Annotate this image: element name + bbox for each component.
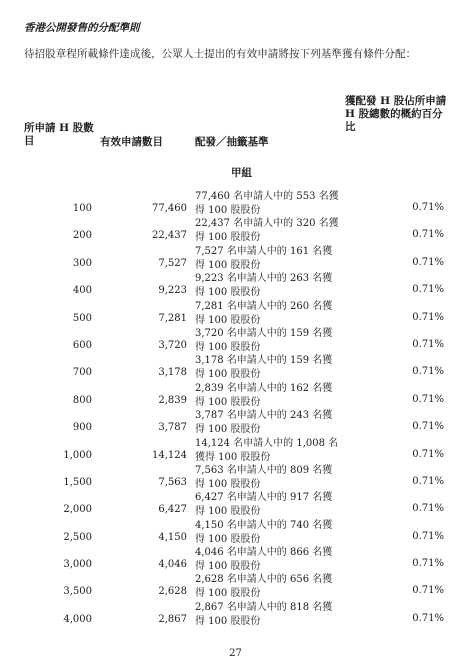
allocation-basis-line-1: 4,150 名申請人中的 740 名獲 <box>195 519 333 531</box>
allocation-basis-line-1: 3,178 名申請人中的 159 名獲 <box>195 355 333 367</box>
allocation-basis-line-2: 得 100 股股份 <box>195 369 261 381</box>
allocation-basis-line-2: 得 100 股股份 <box>195 506 261 518</box>
cell-shares-applied: 400 <box>72 285 92 297</box>
cell-shares-applied: 2,500 <box>63 531 92 543</box>
table-row <box>0 431 471 463</box>
cell-shares-applied: 3,000 <box>63 559 92 571</box>
table-row <box>0 294 471 326</box>
cell-approx-percentage: 0.71% <box>412 421 444 433</box>
table-row <box>0 266 471 299</box>
cell-approx-percentage: 0.71% <box>412 338 444 350</box>
group-label: 甲組 <box>231 167 252 179</box>
cell-valid-applications: 3,178 <box>158 367 187 379</box>
cell-approx-percentage: 0.71% <box>412 202 444 213</box>
table-row <box>0 211 471 244</box>
cell-valid-applications: 77,460 <box>152 203 187 214</box>
cell-approx-percentage: 0.71% <box>412 448 444 460</box>
cell-valid-applications: 7,527 <box>158 257 187 269</box>
cell-shares-applied: 200 <box>72 230 92 242</box>
allocation-basis-line-2: 得 100 股股份 <box>195 615 261 627</box>
cell-valid-applications: 2,867 <box>158 613 187 625</box>
table-row <box>0 540 471 573</box>
cell-shares-applied: 1,000 <box>63 449 92 461</box>
allocation-basis-line-2: 得 100 股股份 <box>195 259 261 271</box>
cell-approx-percentage: 0.71% <box>412 503 444 515</box>
allocation-basis-line-1: 6,427 名申請人中的 917 名獲 <box>195 492 333 504</box>
table-row <box>0 348 471 381</box>
cell-allocation-basis <box>195 601 335 629</box>
cell-approx-percentage: 0.71% <box>412 311 444 323</box>
allocation-basis-line-1: 2,839 名申請人中的 162 名獲 <box>195 382 333 394</box>
allocation-basis-line-2: 得 100 股股份 <box>195 424 261 436</box>
page-number: 27 <box>229 648 242 659</box>
table-row <box>0 513 471 545</box>
cell-approx-percentage: 0.71% <box>412 558 444 570</box>
allocation-basis-line-1: 22,437 名申請人中的 320 名獲 <box>195 218 339 230</box>
cell-shares-applied: 100 <box>72 203 92 214</box>
allocation-basis-line-2: 得 100 股股份 <box>195 287 261 299</box>
cell-valid-applications: 4,150 <box>158 531 187 543</box>
table-row <box>0 239 471 271</box>
cell-valid-applications: 9,223 <box>158 285 187 297</box>
allocation-basis-line-2: 得 100 股股份 <box>195 396 261 408</box>
allocation-basis-line-2: 得 100 股股份 <box>195 341 261 353</box>
cell-valid-applications: 2,839 <box>158 394 187 406</box>
allocation-basis-line-1: 7,281 名申請人中的 260 名獲 <box>195 300 333 312</box>
cell-valid-applications: 3,787 <box>158 422 187 434</box>
cell-shares-applied: 900 <box>72 422 92 434</box>
cell-valid-applications: 3,720 <box>158 339 187 351</box>
table-row <box>0 567 471 600</box>
allocation-basis-line-1: 77,460 名申請人中的 553 名獲 <box>195 191 339 202</box>
cell-approx-percentage: 0.71% <box>412 366 444 378</box>
cell-shares-applied: 600 <box>72 339 92 351</box>
cell-shares-applied: 700 <box>72 367 92 379</box>
cell-approx-percentage: 0.71% <box>412 530 444 542</box>
allocation-basis-line-1: 14,124 名申請人中的 1,008 名 <box>195 437 339 449</box>
cell-approx-percentage: 0.71% <box>412 585 444 597</box>
cell-valid-applications: 7,563 <box>158 476 187 488</box>
cell-shares-applied: 800 <box>72 394 92 406</box>
table-row <box>0 184 471 216</box>
cell-valid-applications: 7,281 <box>158 312 187 324</box>
cell-approx-percentage: 0.71% <box>412 229 444 241</box>
allocation-basis-line-1: 9,223 名申請人中的 263 名獲 <box>195 273 333 285</box>
cell-approx-percentage: 0.71% <box>412 612 444 624</box>
allocation-basis-line-1: 2,867 名申請人中的 818 名獲 <box>195 601 333 613</box>
table-row <box>0 485 471 518</box>
cell-valid-applications: 14,124 <box>152 449 187 461</box>
allocation-basis-line-1: 7,527 名申請人中的 161 名獲 <box>195 245 333 257</box>
allocation-basis-line-2: 得 100 股股份 <box>195 314 261 326</box>
allocation-basis-line-1: 4,046 名申請人中的 866 名獲 <box>195 547 333 559</box>
header-shares-applied: 所申請 H 股數目 <box>24 122 94 147</box>
allocation-basis-line-2: 獲得 100 股股份 <box>195 451 271 463</box>
cell-shares-applied: 500 <box>72 312 92 324</box>
cell-shares-applied: 2,000 <box>63 504 92 516</box>
cell-approx-percentage: 0.71% <box>412 284 444 296</box>
cell-valid-applications: 2,628 <box>158 586 187 598</box>
allocation-basis-line-2: 得 100 股股份 <box>195 478 261 490</box>
allocation-table-body <box>0 184 471 627</box>
allocation-basis-line-2: 得 100 股股份 <box>195 588 261 600</box>
header-approx-percentage: 獲配發 H 股佔所申請 H 股總數的概約百分比 <box>345 95 447 133</box>
cell-shares-applied: 3,500 <box>63 586 92 598</box>
allocation-basis-line-1: 2,628 名申請人中的 656 名獲 <box>195 574 333 586</box>
cell-valid-applications: 4,046 <box>158 559 187 571</box>
allocation-basis-line-1: 3,720 名申請人中的 159 名獲 <box>195 327 333 339</box>
table-row <box>0 376 471 408</box>
allocation-basis-line-2: 得 100 股股份 <box>195 533 261 545</box>
allocation-basis-line-2: 得 100 股股份 <box>195 232 261 244</box>
cell-approx-percentage: 0.71% <box>412 256 444 268</box>
allocation-basis-line-2: 得 100 股股份 <box>195 205 261 216</box>
table-row <box>0 595 471 627</box>
header-allocation-basis: 配發／抽籤基準 <box>195 136 269 148</box>
cell-approx-percentage: 0.71% <box>412 475 444 487</box>
cell-valid-applications: 6,427 <box>158 504 187 516</box>
allocation-basis-line-1: 7,563 名申請人中的 809 名獲 <box>195 464 333 476</box>
cell-shares-applied: 300 <box>72 257 92 269</box>
section-title: 香港公開發售的分配準則 <box>24 22 140 34</box>
cell-approx-percentage: 0.71% <box>412 393 444 405</box>
table-row <box>0 458 471 490</box>
intro-paragraph: 待招股章程所載條件達成後，公眾人士提出的有效申請將按下列基準獲有條件分配： <box>24 48 417 60</box>
cell-shares-applied: 4,000 <box>63 613 92 625</box>
cell-valid-applications: 22,437 <box>152 230 187 242</box>
table-row <box>0 403 471 436</box>
header-valid-applications: 有效申請數目 <box>100 136 163 148</box>
cell-shares-applied: 1,500 <box>63 476 92 488</box>
allocation-basis-line-1: 3,787 名申請人中的 243 名獲 <box>195 410 333 422</box>
allocation-basis-line-2: 得 100 股股份 <box>195 561 261 573</box>
table-row <box>0 321 471 353</box>
